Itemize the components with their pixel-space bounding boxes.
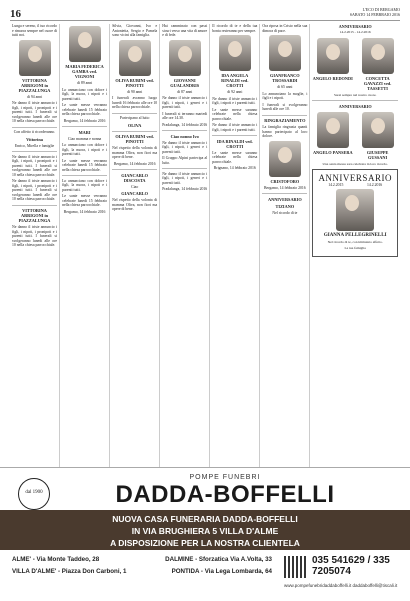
obituary-column-5	[210, 24, 260, 467]
divider	[112, 113, 157, 114]
obit-text: Nel rispetto della volonta di mamma Oliva, non fiori ma opere di bene.	[112, 146, 158, 159]
obit-text: Sarai sempre nel nostro cuore.	[333, 93, 377, 98]
obit-signature: Pradalunga, 14 febbraio 2016	[162, 187, 208, 191]
obit-text: Partecipano al lutto	[119, 116, 150, 120]
divider	[262, 193, 307, 194]
anniversary-dates: 14.2.2015 - 14.2.2016	[339, 30, 371, 34]
company-logo	[18, 478, 50, 510]
obit-text: Lo annunciano con dolore i figli, la nuora, i nipoti e i parenti tutti.	[62, 143, 108, 156]
portrait-photo	[362, 112, 394, 148]
page-header	[10, 8, 400, 21]
divider	[112, 131, 157, 132]
funeral-home-advertisement	[0, 467, 410, 601]
anniversary-dates	[316, 183, 394, 187]
qr-code-icon[interactable]	[284, 556, 306, 578]
obit-name: IDA ANGELA RINALDI ved. CROTTI	[221, 73, 249, 88]
obit-heading: RINGRAZIAMENTO	[264, 118, 306, 123]
obit-name: GIANCARLO DISCOSTA	[121, 172, 149, 183]
obit-age: di 92 anni	[227, 90, 243, 94]
logo-text: dal 1900	[25, 490, 43, 495]
obit-signature: Bergamo, 14 febbraio 2016	[264, 185, 306, 190]
obit-text: Ne danno il triste annuncio i figli, i nipoti, i pronipoti e i parenti tutti. I funerali si svolgeranno lunedi alle ore 10 nella chiesa parrocchiale.	[12, 101, 58, 123]
portrait-block	[357, 110, 398, 162]
obit-heading: ANNIVERSARIO	[268, 196, 302, 202]
obit-text: Lunga e sereno, il tuo ricordo e rimarra sempre nel cuore di tutti noi.	[12, 24, 58, 37]
obit-text: Ne danno il triste annuncio i figli, i nipoti, i generi e i parenti tutti.	[162, 171, 208, 185]
obit-signature: Pradalunga, 14 febbraio 2016	[162, 122, 208, 127]
obit-text: Ciao mamma e nonna	[67, 136, 102, 141]
page-number: 16	[10, 8, 21, 20]
obit-name: VITTORINA ARRIGONI in PIAZZALUNGA	[18, 77, 51, 93]
portrait-photo	[336, 189, 374, 231]
obit-text: Lo annunciano con dolore i figli, la nuora, i nipoti e i parenti tutti.	[62, 178, 108, 192]
obit-text: Il Gruppo Alpini partecipa al lutto.	[162, 156, 208, 165]
obit-name: CONCETTA GAVAZZI ved. TASSETTI	[363, 76, 392, 92]
obit-signature: Bergamo, 14 febbraio 2016	[63, 209, 106, 214]
obit-name: TIZIANO	[275, 203, 295, 209]
obit-text: Ne danno il triste annuncio i figli, i nipoti e i parenti tutti.	[212, 96, 258, 105]
portrait-photo	[362, 38, 394, 74]
obit-name: ANGELO REDONDI	[312, 76, 353, 82]
obit-name: GIANNA PELLEGRINELLI	[323, 233, 387, 239]
website-and-email[interactable]: www.pompefunebridaddaboffelli.it daddaboffelli@tiscali.it	[284, 583, 398, 588]
obit-signature: Bergamo, 14 febbraio 2016	[63, 118, 106, 123]
anniversary-heading: ANNIVERSARIO	[338, 103, 372, 109]
divider	[212, 135, 257, 136]
obit-text: La famiglia ringrazia quanti hanno partecipato al loro dolore.	[262, 125, 308, 138]
obit-text: Ora riposa in Cristo nella sua dimora di pace.	[262, 24, 308, 33]
portrait-block	[312, 36, 353, 93]
ad-addresses	[12, 554, 272, 578]
divider	[162, 168, 207, 169]
obit-text: Nel rispetto della volonta di mamma Oliva, non fiori ma opere di bene.	[112, 198, 158, 211]
portrait-photo	[269, 141, 301, 177]
portrait-block	[357, 36, 398, 93]
portrait-photo	[317, 38, 349, 74]
obit-text: Ciao	[131, 184, 139, 189]
obit-signature: Brignano, 14 febbraio 2016	[213, 166, 256, 170]
obit-name: GIANFRANCO TROSSARDI	[270, 73, 300, 83]
obit-text: Le sante messe saranno celebrate nella chiesa parrocchiale.	[212, 150, 258, 164]
obit-name: OLIVA RUBINI ved. PINOTTI	[115, 134, 154, 144]
obit-name: OLIVA RUBINI ved. PINOTTI	[115, 77, 154, 88]
obit-text: Nel ricordo di te	[272, 210, 298, 215]
ad-heading	[60, 474, 390, 509]
obit-age: di 87 anni	[177, 89, 193, 94]
obituary-columns	[10, 24, 400, 467]
address-row	[12, 554, 272, 566]
phone-numbers[interactable]: 035 541629 / 335 7205074	[312, 555, 390, 577]
obit-text: I funerali si terranno martedi alle ore 14.30.	[162, 111, 208, 120]
obit-name: GIUSEPPE GUSSANI	[366, 149, 389, 160]
divider	[12, 127, 57, 128]
obit-text: Nel ricordo di te, con immutato affetto.	[327, 240, 383, 245]
divider	[62, 175, 107, 176]
ad-banner-line-2: IN VIA BRUGHIERA 5 VILLA D'ALME	[131, 526, 279, 536]
obit-text: Silvia, Giovanni, Ivo e Antonietta, Sergio e Pamela sono vicini alla famiglia.	[112, 24, 158, 37]
portrait-photo	[219, 35, 251, 71]
obit-name: ANGELO PANSERA	[312, 149, 353, 155]
portrait-photo	[169, 40, 201, 76]
address-pontida: PONTIDA - Via Lega Lombarda, 64	[171, 568, 272, 575]
obit-text: Le sante messe verranno celebrate lunedi 15 febbraio nella chiesa parrocchiale.	[62, 194, 108, 207]
obit-signature: Bergamo, 14 febbraio 2016	[113, 161, 156, 166]
ad-subtitle: POMPE FUNEBRI	[189, 474, 261, 481]
obit-age: di 94 anni	[26, 94, 43, 99]
obit-name: OLIVA	[127, 122, 142, 128]
divider	[262, 115, 307, 116]
portrait-photo	[269, 35, 301, 71]
divider	[112, 169, 157, 170]
divider	[312, 100, 398, 101]
obit-text: I funerali si svolgeranno lunedi alle ore 10.	[262, 102, 308, 111]
obituary-column-2	[60, 24, 110, 467]
obit-text: Lo annunciano la moglie, i figli e i nipoti.	[262, 91, 308, 100]
obituary-column-3	[110, 24, 160, 467]
obit-signature: Enrico, Mirella e famiglie	[14, 143, 55, 148]
obit-name: Vittorina	[26, 136, 43, 142]
divider	[162, 130, 207, 131]
obit-name: IDA RINALDI ved. CROTTI	[216, 138, 253, 149]
obituary-column-6	[260, 24, 310, 467]
paper-name: L'ECO DI BERGAMO	[362, 7, 400, 12]
obit-age: di 65 anni	[277, 85, 293, 89]
obit-text: Ne danno il triste annuncio i figli, i nipoti e i parenti tutti.	[212, 123, 258, 132]
portrait-block	[312, 110, 353, 162]
obit-text: Ne danno il triste annuncio i figli, i nipoti, i pronipoti e i parenti tutti. I funerali si svolgeranno lunedi alle ore 10 nella chiesa parrocchiale.	[12, 179, 58, 201]
portrait-photo	[69, 26, 101, 62]
obit-name: Ciao nonno Ivo	[170, 133, 199, 139]
paper-info	[350, 8, 400, 17]
obit-name: MARIA FEDERICA GAMBA ved. VIGNONI	[65, 64, 104, 79]
obit-name: CRISTOFORO	[270, 178, 300, 184]
divider	[62, 126, 107, 127]
obit-text: Le sante messe verranno celebrate lunedi 15 febbraio nella chiesa parrocchiale.	[62, 103, 108, 116]
obit-name: GIOVANNI GUALANDRIS	[170, 77, 200, 88]
obit-text: Le sante messe saranno celebrate nella chiesa parrocchiale.	[212, 107, 258, 121]
anniversary-date-end: 14.2.2016	[367, 183, 383, 188]
address-dalmine: DALMINE - Sforzatica Via A.Volta, 33	[165, 556, 272, 563]
obit-age: di 90 anni	[127, 89, 143, 94]
address-alme: ALME' - Via Monte Taddeo, 28	[12, 556, 100, 563]
obit-text: Una santa messa sara celebrata in loro ricordo.	[322, 161, 388, 166]
obituary-column-7	[310, 24, 400, 467]
divider	[12, 205, 57, 206]
anniversary-title: ANNIVERSARIO	[318, 173, 392, 184]
obit-text: Le sante messe verranno celebrate lunedi 15 febbraio nella chiesa parrocchiale.	[62, 158, 108, 172]
obit-text: Lo annunciano con dolore i figli, la nuora, i nipoti e i parenti tutti.	[62, 87, 108, 101]
ad-banner-line-3: A DISPOSIZIONE PER LA NOSTRA CLIENTELA	[110, 538, 300, 548]
obituary-column-1	[10, 24, 60, 467]
ad-banner-line-1: NUOVA CASA FUNERARIA DADDA-BOFFELLI	[112, 514, 298, 524]
portrait-photo	[119, 40, 151, 76]
ad-banner	[0, 510, 410, 550]
obit-text: Ne danno il triste annuncio i figli, i nipoti, i pronipoti e i parenti tutti. I funerali si svolgeranno lunedi alle ore 10 nella chiesa parrocchiale.	[12, 154, 58, 177]
anniversary-date-start: 14.2.2015	[328, 183, 344, 188]
obit-signature: La tua famiglia	[344, 246, 366, 251]
portrait-photo	[19, 40, 51, 76]
ad-brand-name: DADDA-BOFFELLI	[115, 481, 335, 508]
paper-date: SABATO 14 FEBBRAIO 2016	[349, 11, 400, 17]
obituary-column-4	[160, 24, 210, 467]
address-villa-dalme: VILLA D'ALME' - Piazza Don Carboni, 1	[12, 568, 127, 575]
obit-text: Ne danno il triste annuncio i figli, i nipoti, i generi e i parenti tutti.	[162, 96, 208, 109]
divider	[12, 151, 57, 152]
portrait-row	[312, 36, 398, 93]
obit-text: I funerali avranno luogo lunedi 16 febbraio alle ore 10 nella chiesa parrocchiale.	[112, 96, 158, 109]
obit-text: Il ricordo di te e della tua bonta resteranno per sempre.	[212, 24, 258, 33]
obit-name: VITTORINA ARRIGONI in PIAZZALUNGA	[18, 208, 51, 223]
obit-text: Hai camminato con passi sicuri verso una vita di amore e di fede.	[162, 24, 208, 37]
obit-name: MARI	[78, 129, 91, 135]
address-row	[12, 566, 272, 578]
obit-text: Con affetto ti ricorderanno.	[13, 130, 56, 134]
obit-text: Ne danno il triste annuncio i figli, i nipoti, i generi e i parenti tutti.	[162, 140, 208, 154]
portrait-row	[312, 110, 398, 162]
obit-name: GIANCARLO	[121, 191, 149, 196]
anniversary-heading: ANNIVERSARIO	[338, 24, 372, 29]
anniversary-box	[312, 169, 398, 256]
obit-text: Ne danno il triste annuncio i figli, i nipoti, i pronipoti e i parenti tutti. I funerali si svolgeranno lunedi alle ore 10 nella chiesa parrocchiale.	[12, 225, 58, 247]
portrait-photo	[317, 112, 349, 148]
obit-age: di 89 anni	[77, 81, 93, 85]
